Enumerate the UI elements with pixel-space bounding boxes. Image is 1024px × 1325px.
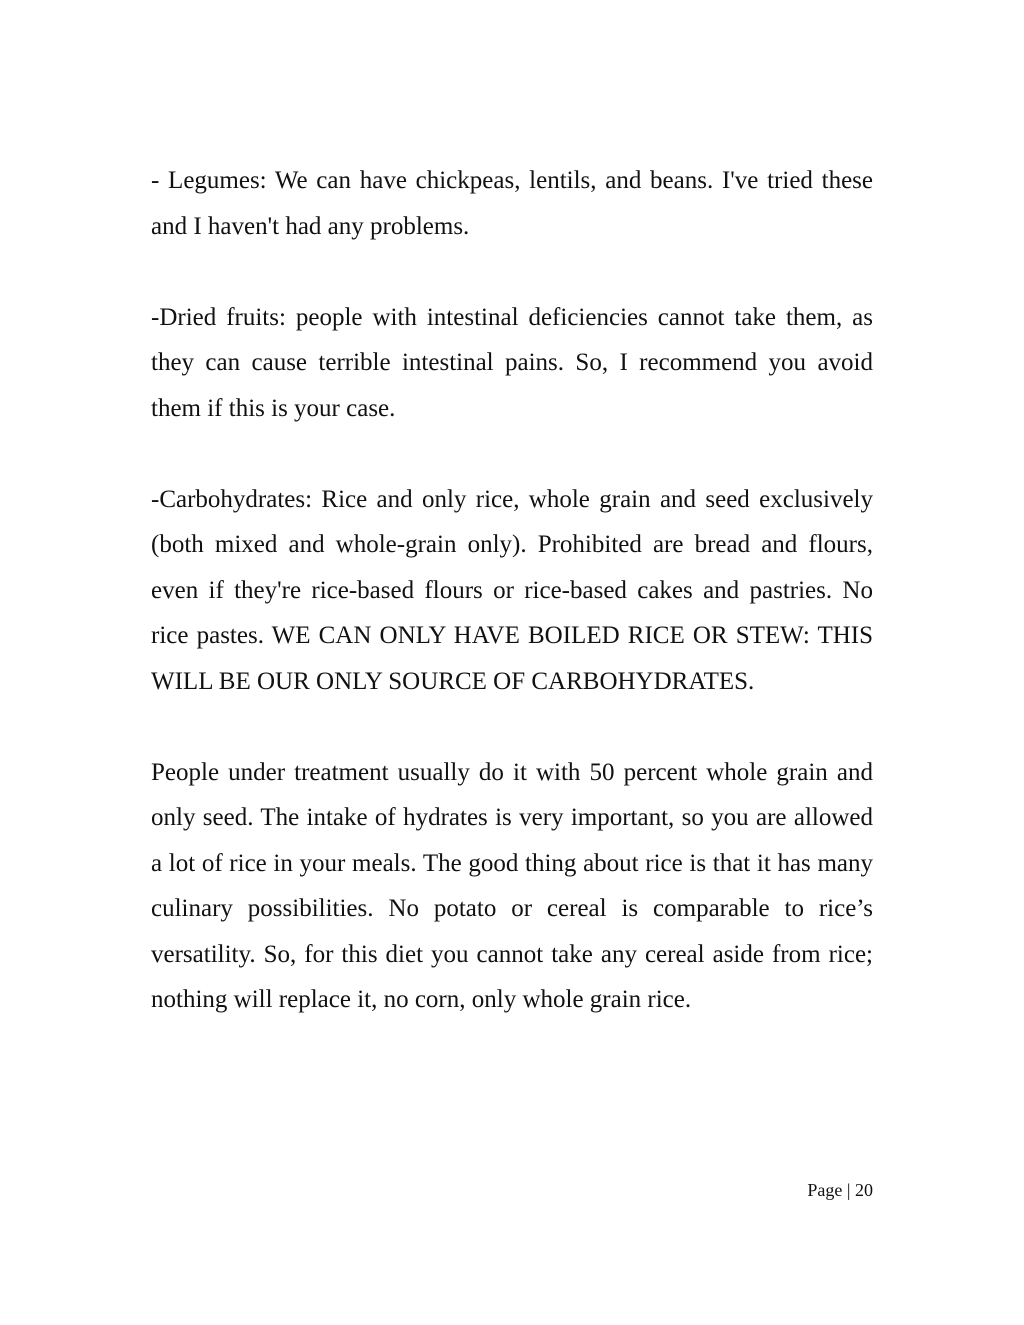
paragraph-treatment: People under treatment usually do it with 50 percent whole grain and only seed. The intake of hydrates is very important, so you are allowed a lot of rice in your meals. The good thing about rice is that it has many culinary possibilities. No potato or cereal is comparable to rice’s versatility. So, for this diet you cannot take any cereal aside from rice; nothing will replace it, no corn, only whole grain rice.	[151, 758, 873, 1013]
paragraph-legumes: - Legumes: We can have chickpeas, lentils, and beans. I've tried these and I haven't had any problems.	[151, 167, 873, 240]
page-number: Page | 20	[807, 1180, 873, 1200]
body-text	[151, 158, 873, 1023]
paragraph-dried-fruits: -Dried fruits: people with intestinal deficiencies cannot take them, as they can cause terrible intestinal pains. So, I recommend you avoid them if this is your case.	[151, 303, 873, 422]
paragraph-carbohydrates: -Carbohydrates: Rice and only rice, whole grain and seed exclusively (both mixed and whole-grain only). Prohibited are bread and flours, even if they're rice-based flours or rice-based cakes and pastries. No rice pastes. WE CAN ONLY HAVE BOILED RICE OR STEW: THIS WILL BE OUR ONLY SOURCE OF CARBOHYDRATES.	[151, 485, 873, 695]
